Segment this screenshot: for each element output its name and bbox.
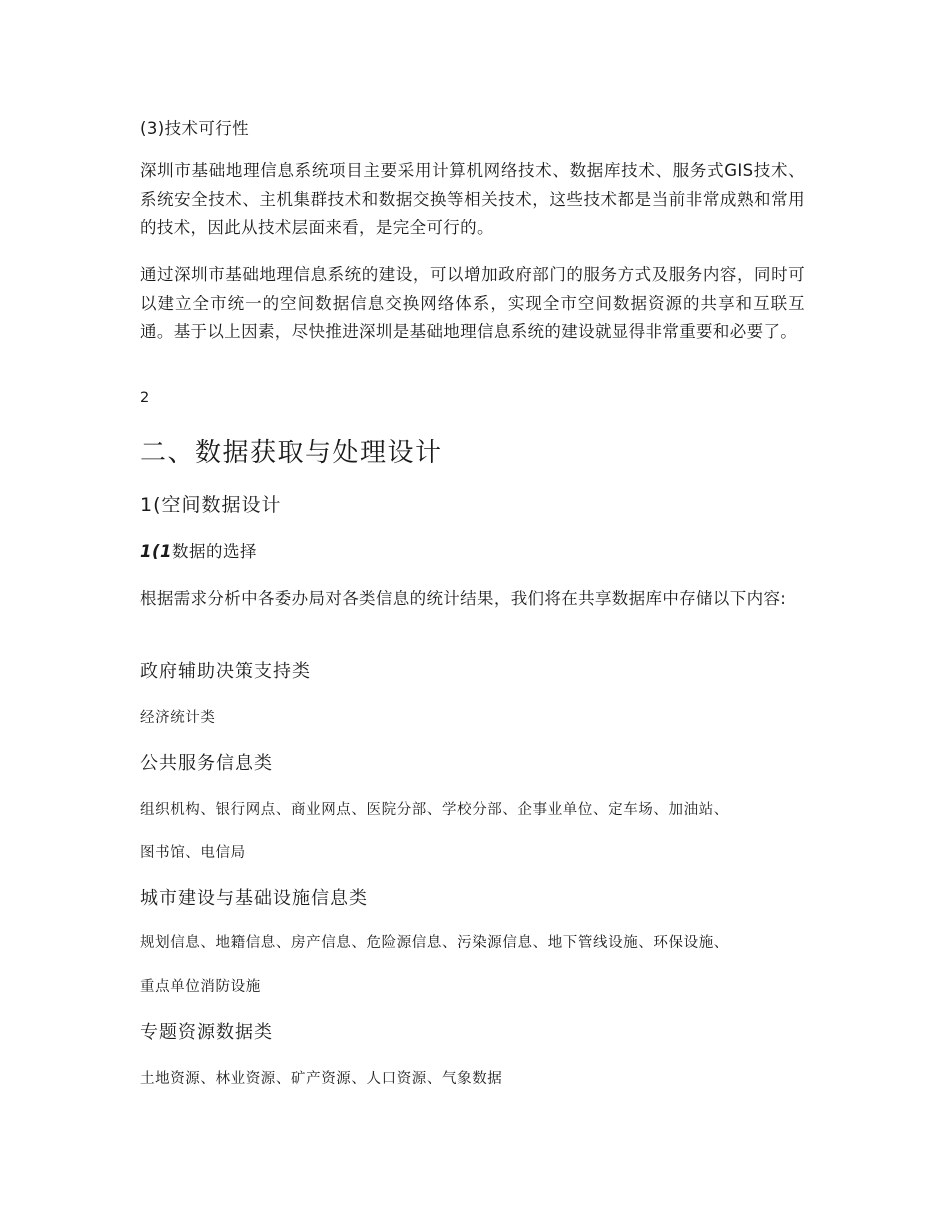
category-item-line: 规划信息、地籍信息、房产信息、危险源信息、污染源信息、地下管线设施、环保设施、 bbox=[140, 935, 729, 951]
page-number: 2 bbox=[140, 390, 150, 406]
category-title: 城市建设与基础设施信息类 bbox=[140, 888, 368, 909]
tech-feasibility-paragraph: 深圳市基础地理信息系统项目主要采用计算机网络技术、数据库技术、服务式GIS技术、系统安全技术、主机集群技术和数据交换等相关技术，这些技术都是当前非常成熟和常用的技术，因此从技术层面来看，是完全可行的。 bbox=[140, 161, 805, 237]
category-title: 专题资源数据类 bbox=[140, 1022, 273, 1043]
subsection-number: 1(1 bbox=[140, 542, 173, 561]
chapter-title: 二、数据获取与处理设计 bbox=[140, 438, 443, 468]
category-item-line: 组织机构、银行网点、商业网点、医院分部、学校分部、企事业单位、定车场、加油站、 bbox=[140, 802, 729, 818]
category-title: 政府辅助决策支持类 bbox=[140, 661, 311, 682]
category-item-line: 图书馆、电信局 bbox=[140, 845, 246, 861]
category-item-line: 重点单位消防设施 bbox=[140, 979, 261, 995]
data-intro-paragraph: 根据需求分析中各委办局对各类信息的统计结果，我们将在共享数据库中存储以下内容: bbox=[140, 589, 787, 608]
category-item-line: 土地资源、林业资源、矿产资源、人口资源、气象数据 bbox=[140, 1071, 503, 1087]
category-item-line: 经济统计类 bbox=[140, 710, 216, 726]
subsection-title bbox=[140, 541, 805, 563]
subsection-label: 数据的选择 bbox=[172, 542, 258, 561]
category-title: 公共服务信息类 bbox=[140, 753, 273, 774]
section-title: 1(空间数据设计 bbox=[140, 494, 282, 516]
construction-summary-paragraph: 通过深圳市基础地理信息系统的建设，可以增加政府部门的服务方式及服务内容，同时可以建立全市统一的空间数据信息交换网络体系，实现全市空间数据资源的共享和互联互通。基于以上因素，尽快推进深圳是基础地理信息系统的建设就显得非常重要和必要了。 bbox=[140, 265, 805, 341]
tech-feasibility-heading: (3)技术可行性 bbox=[140, 119, 250, 138]
